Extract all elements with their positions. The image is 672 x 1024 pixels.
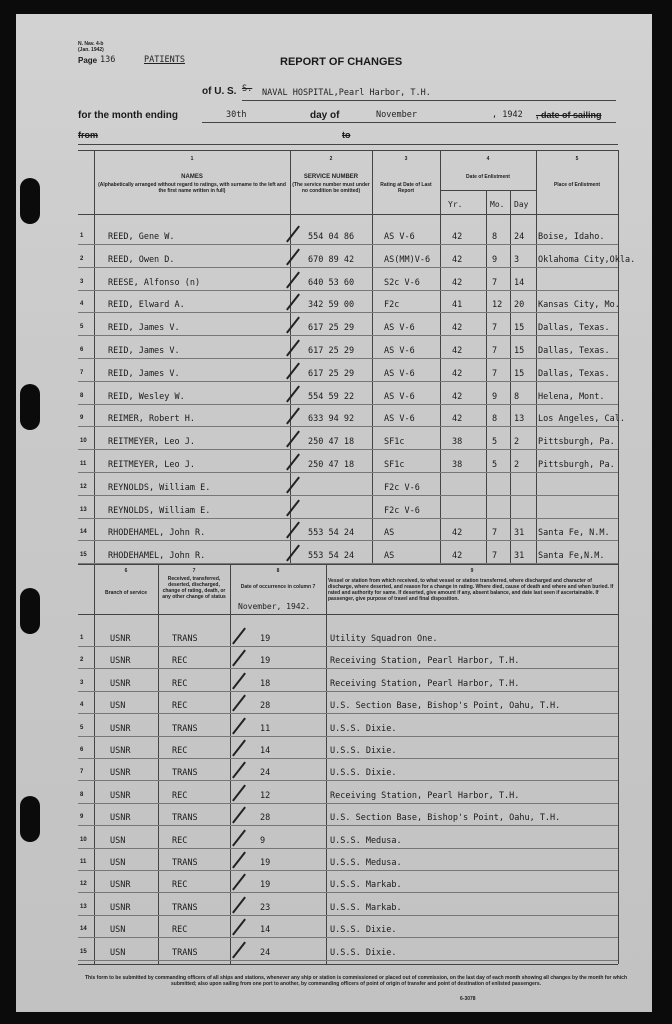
col-header-vessel-station: Vessel or station from which received, to what vessel or station transferred, where discharged and character of discharge, where deserted, and reason for a change in rating. Where died, cause of death and where and when buried. If rated and authority for same. If deserted, give amount if any, absent balance, and date last seen if ascertainable. If passenger, give purpose of travel and final disposition. [328, 578, 614, 602]
row-number: 5 [80, 324, 84, 331]
cell-service: 617 25 29 [308, 346, 355, 356]
cell-day: 2 [514, 460, 520, 470]
row-number: 8 [80, 392, 84, 399]
cell-place: Kansas City, Mo. [538, 300, 620, 311]
cell-branch: USN [110, 925, 126, 936]
cell-where: Utility Squadron One. [330, 634, 438, 644]
cell-change: REC [172, 880, 188, 891]
check-mark [232, 717, 246, 734]
cell-place: Dallas, Texas. [538, 368, 610, 379]
check-mark [232, 807, 246, 824]
cell-branch: USNR [110, 813, 131, 824]
cell-service: 342 59 00 [308, 300, 355, 311]
table-row [16, 365, 652, 383]
cell-date: 9 [260, 835, 266, 846]
row-number: 10 [80, 438, 87, 445]
cell-yr: 42 [452, 232, 463, 242]
table-row [16, 832, 652, 850]
check-mark [286, 385, 300, 402]
table-row [16, 296, 652, 314]
row-number: 14 [80, 926, 87, 933]
table-row [16, 809, 652, 827]
table-row [16, 274, 652, 292]
cell-yr: 42 [452, 323, 463, 334]
check-mark [232, 784, 246, 801]
table-row [16, 456, 652, 474]
cell-service: 617 25 29 [308, 368, 355, 379]
cell-yr: 42 [452, 528, 463, 539]
cell-mo: 9 [492, 391, 498, 402]
cell-rating: AS V-6 [384, 414, 415, 425]
col-num-6: 6 [124, 568, 128, 574]
cell-day: 15 [514, 346, 525, 356]
cell-where: U.S.S. Markab. [330, 902, 402, 913]
table-row [16, 502, 652, 520]
patients-label: PATIENTS [144, 55, 185, 65]
form-code: N. Nav. 4-b [78, 41, 104, 47]
cell-change: TRANS [172, 813, 198, 824]
col-num-1: 1 [190, 156, 194, 162]
row-number: 12 [80, 483, 87, 490]
cell-where: Receiving Station, Pearl Harbor, T.H. [330, 678, 520, 689]
row-number: 15 [80, 948, 87, 955]
table-row [16, 899, 652, 917]
row-number: 9 [80, 415, 84, 422]
row-number: 3 [80, 278, 84, 285]
page-label: Page [78, 56, 98, 65]
check-mark [232, 695, 246, 712]
cell-day: 2 [514, 437, 520, 448]
col-header-branch: Branch of service [105, 590, 147, 596]
cell-rating: S2c V-6 [384, 277, 420, 288]
col-header-names-note: (Alphabetically arranged without regard to ratings, with surname to the left and the first name written in full) [98, 182, 286, 194]
col-num-3: 3 [404, 156, 408, 162]
cell-branch: USNR [110, 768, 131, 779]
check-mark [232, 672, 246, 689]
footer-code: 6-3078 [460, 996, 476, 1002]
table-row [16, 342, 652, 360]
row-number: 4 [80, 301, 84, 308]
cell-service: 633 94 92 [308, 414, 355, 425]
col-header-names: NAMES [181, 174, 203, 180]
check-mark [286, 271, 300, 288]
check-mark [286, 248, 300, 265]
check-mark [232, 896, 246, 913]
cell-branch: USNR [110, 790, 131, 801]
cell-rating: AS V-6 [384, 368, 415, 379]
cell-where: U.S.S. Medusa. [330, 835, 402, 846]
cell-date: 11 [260, 723, 271, 734]
table-row [16, 876, 652, 894]
day-of-label: day of [310, 110, 340, 121]
row-number: 13 [80, 506, 87, 513]
cell-day: 31 [514, 528, 525, 539]
month-name: November [376, 110, 417, 120]
row-number: 3 [80, 679, 84, 686]
cell-date: 19 [260, 634, 271, 644]
col-header-service-note: (The service number must under no condition be omitted) [292, 182, 370, 194]
cell-yr: 42 [452, 551, 463, 562]
cell-branch: USN [110, 701, 126, 712]
cell-rating: AS [384, 528, 395, 539]
cell-branch: USNR [110, 880, 131, 891]
table-row [16, 764, 652, 782]
table-row [16, 921, 652, 939]
row-number: 4 [80, 702, 84, 709]
cell-mo: 5 [492, 460, 498, 470]
col-header-day: Day [514, 200, 529, 209]
cell-day: 24 [514, 232, 525, 242]
check-mark [286, 499, 300, 516]
cell-place: Pittsburgh, Pa. [538, 437, 615, 448]
from-label: from [78, 130, 98, 140]
cell-rating: F2c V-6 [384, 505, 420, 516]
table-row [16, 524, 652, 542]
table-row [16, 720, 652, 738]
check-mark [286, 362, 300, 379]
check-mark [286, 431, 300, 448]
cell-name: REITMEYER, Leo J. [108, 437, 195, 448]
cell-change: TRANS [172, 634, 198, 644]
month-label: for the month ending [78, 110, 178, 121]
cell-date: 28 [260, 701, 271, 712]
cell-where: U.S. Section Base, Bishop's Point, Oahu, T.H. [330, 813, 561, 824]
cell-day: 20 [514, 300, 525, 311]
col-num-8: 8 [276, 568, 280, 574]
cell-change: REC [172, 835, 188, 846]
cell-service: 554 59 22 [308, 391, 355, 402]
row-number: 6 [80, 747, 84, 753]
cell-name: REED, Gene W. [108, 232, 175, 242]
col-header-yr: Yr. [448, 200, 463, 209]
col8-month: November, 1942. [238, 602, 311, 611]
cell-rating: AS V-6 [384, 346, 415, 356]
cell-rating: F2c V-6 [384, 482, 420, 493]
col-num-5: 5 [575, 156, 579, 162]
cell-yr: 42 [452, 414, 463, 425]
col-header-place: Place of Enlistment [553, 182, 601, 188]
cell-day: 15 [514, 368, 525, 379]
cell-where: U.S.S. Markab. [330, 880, 402, 891]
cell-place: Dallas, Texas. [538, 323, 610, 334]
check-mark [232, 628, 246, 645]
col-num-7: 7 [192, 568, 196, 574]
cell-name: REIMER, Robert H. [108, 414, 195, 425]
row-number: 1 [80, 635, 84, 641]
row-number: 12 [80, 881, 87, 888]
cell-place: Santa Fe,N.M. [538, 551, 605, 562]
cell-branch: USNR [110, 902, 131, 913]
check-mark [286, 294, 300, 311]
check-mark [286, 545, 300, 562]
row-number: 11 [80, 461, 87, 467]
check-mark [232, 852, 246, 869]
cell-yr: 42 [452, 346, 463, 356]
cell-mo: 7 [492, 368, 498, 379]
cell-change: TRANS [172, 902, 198, 913]
cell-mo: 7 [492, 346, 498, 356]
cell-change: REC [172, 678, 188, 689]
table-row [16, 697, 652, 715]
check-mark [232, 740, 246, 757]
cell-name: REED, Owen D. [108, 254, 175, 265]
col-header-mo: Mo. [490, 200, 505, 209]
cell-change: TRANS [172, 858, 198, 868]
cell-where: U.S.S. Dixie. [330, 768, 397, 779]
cell-yr: 42 [452, 254, 463, 265]
cell-date: 24 [260, 947, 271, 958]
table-row [16, 410, 652, 428]
cell-where: U.S.S. Dixie. [330, 925, 397, 936]
cell-change: TRANS [172, 768, 198, 779]
cell-day: 8 [514, 391, 520, 402]
cell-name: RHODEHAMEL, John R. [108, 551, 206, 562]
cell-rating: AS [384, 551, 395, 562]
row-number: 8 [80, 791, 84, 798]
row-number: 15 [80, 552, 87, 559]
table-row [16, 630, 652, 648]
station-name: NAVAL HOSPITAL,Pearl Harbor, T.H. [262, 88, 431, 98]
cell-where: Receiving Station, Pearl Harbor, T.H. [330, 656, 520, 667]
cell-service: 617 25 29 [308, 323, 355, 334]
cell-change: REC [172, 746, 188, 756]
cell-date: 23 [260, 902, 271, 913]
month-day: 30th [226, 110, 247, 120]
cell-branch: USNR [110, 656, 131, 667]
cell-where: U.S.S. Dixie. [330, 723, 397, 734]
cell-yr: 38 [452, 437, 463, 448]
cell-mo: 8 [492, 414, 498, 425]
cell-service: 250 47 18 [308, 460, 355, 470]
cell-branch: USNR [110, 723, 131, 734]
check-mark [286, 454, 300, 471]
cell-day: 13 [514, 414, 525, 425]
cell-branch: USNR [110, 678, 131, 689]
cell-name: REITMEYER, Leo J. [108, 460, 195, 470]
cell-yr: 41 [452, 300, 463, 311]
cell-yr: 38 [452, 460, 463, 470]
cell-mo: 7 [492, 551, 498, 562]
cell-branch: USN [110, 835, 126, 846]
cell-rating: SF1c [384, 460, 405, 470]
cell-change: TRANS [172, 723, 198, 734]
cell-name: REESE, Alfonso (n) [108, 277, 201, 288]
table-row [16, 251, 652, 269]
cell-place: Pittsburgh, Pa. [538, 460, 615, 470]
col-num-9: 9 [470, 568, 474, 574]
cell-place: Helena, Mont. [538, 391, 605, 402]
row-number: 7 [80, 769, 84, 776]
cell-where: U.S. Section Base, Bishop's Point, Oahu, T.H. [330, 701, 561, 712]
form-date-code: (Jan. 1942) [78, 47, 104, 53]
cell-date: 12 [260, 790, 271, 801]
cell-day: 14 [514, 277, 525, 288]
cell-place: Boise, Idaho. [538, 232, 605, 242]
row-number: 6 [80, 347, 84, 353]
col-num-4: 4 [486, 156, 490, 162]
footer-note: This form to be submitted by commanding officers of all ships and stations, whenever any ship or station is commissioned or placed out of commission, on the last day of each month showing all changes by the month for which submitted; also upon sailing from one port to another, by commanding officers of point of origin of transfer and point of destination of enlisted passengers. [84, 975, 628, 987]
cell-place: Los Angeles, Cal. [538, 414, 625, 425]
row-number: 14 [80, 529, 87, 536]
cell-change: REC [172, 790, 188, 801]
table-row [16, 742, 652, 760]
table-row [16, 433, 652, 451]
table-row [16, 854, 652, 872]
col-num-2: 2 [329, 156, 333, 162]
binder-hole [20, 178, 40, 224]
cell-date: 14 [260, 746, 271, 756]
cell-name: REID, Elward A. [108, 300, 185, 311]
col-header-service-number: SERVICE NUMBER [303, 174, 359, 180]
cell-day: 3 [514, 254, 520, 265]
row-number: 5 [80, 724, 84, 731]
check-mark [232, 762, 246, 779]
report-sheet [16, 14, 652, 1012]
check-mark [232, 919, 246, 936]
cell-name: REID, James V. [108, 346, 180, 356]
cell-yr: 42 [452, 368, 463, 379]
col-header-enlistment-date: Date of Enlistment [466, 174, 510, 180]
cell-mo: 5 [492, 437, 498, 448]
cell-mo: 9 [492, 254, 498, 265]
table-row [16, 944, 652, 962]
cell-where: U.S.S. Dixie. [330, 947, 397, 958]
cell-where: Receiving Station, Pearl Harbor, T.H. [330, 790, 520, 801]
table-row [16, 479, 652, 497]
cell-change: REC [172, 701, 188, 712]
row-number: 11 [80, 859, 87, 865]
cell-rating: AS V-6 [384, 232, 415, 242]
cell-date: 19 [260, 858, 271, 868]
date-of-sailing: , date of sailing [536, 110, 602, 120]
row-number: 2 [80, 255, 84, 262]
row-number: 1 [80, 233, 84, 239]
table-row [16, 675, 652, 693]
cell-date: 18 [260, 678, 271, 689]
row-number: 9 [80, 814, 84, 821]
cell-rating: SF1c [384, 437, 405, 448]
check-mark [286, 522, 300, 539]
cell-service: 640 53 60 [308, 277, 355, 288]
cell-date: 24 [260, 768, 271, 779]
cell-where: U.S.S. Medusa. [330, 858, 402, 868]
year: , 1942 [492, 110, 523, 120]
cell-mo: 8 [492, 232, 498, 242]
cell-date: 28 [260, 813, 271, 824]
cell-rating: AS V-6 [384, 323, 415, 334]
cell-name: REID, Wesley W. [108, 391, 185, 402]
check-mark [286, 476, 300, 493]
cell-name: REYNOLDS, William E. [108, 482, 211, 493]
check-mark [232, 874, 246, 891]
table-row [16, 228, 652, 246]
row-number: 10 [80, 836, 87, 843]
col-header-change: Received, transferred, deserted, discharged, change of rating, death, or any other change of status [162, 576, 226, 600]
cell-place: Dallas, Texas. [538, 346, 610, 356]
cell-service: 553 54 24 [308, 528, 355, 539]
cell-service: 554 04 86 [308, 232, 355, 242]
cell-service: 553 54 24 [308, 551, 355, 562]
cell-branch: USN [110, 947, 126, 958]
cell-day: 15 [514, 323, 525, 334]
table-row [16, 319, 652, 337]
cell-place: Oklahoma City,Okla. [538, 254, 636, 265]
table-row [16, 787, 652, 805]
cell-change: REC [172, 925, 188, 936]
check-mark [286, 408, 300, 425]
cell-name: REID, James V. [108, 368, 180, 379]
cell-date: 19 [260, 656, 271, 667]
cell-name: REYNOLDS, William E. [108, 505, 211, 516]
row-number: 7 [80, 369, 84, 376]
check-mark [232, 829, 246, 846]
page-number: 136 [100, 55, 116, 65]
check-mark [232, 650, 246, 667]
cell-yr: 42 [452, 391, 463, 402]
of-us-label: of U. S. [202, 86, 237, 97]
cell-change: REC [172, 656, 188, 667]
cell-mo: 7 [492, 528, 498, 539]
cell-date: 19 [260, 880, 271, 891]
cell-branch: USNR [110, 746, 131, 756]
cell-rating: F2c [384, 300, 400, 311]
report-title: REPORT OF CHANGES [280, 56, 403, 68]
row-number: 2 [80, 657, 84, 664]
cell-change: TRANS [172, 947, 198, 958]
col-header-date-occurrence: Date of occurrence in column 7 [240, 584, 316, 590]
cell-mo: 7 [492, 323, 498, 334]
row-number: 13 [80, 903, 87, 910]
cell-yr: 42 [452, 277, 463, 288]
cell-branch: USN [110, 858, 126, 868]
check-mark [286, 226, 300, 243]
table-row [16, 547, 652, 565]
cell-date: 14 [260, 925, 271, 936]
cell-name: RHODEHAMEL, John R. [108, 528, 206, 539]
check-mark [232, 941, 246, 958]
cell-mo: 7 [492, 277, 498, 288]
binder-hole [20, 588, 40, 634]
cell-place: Santa Fe, N.M. [538, 528, 610, 539]
table-row [16, 652, 652, 670]
cell-branch: USNR [110, 634, 131, 644]
to-label: to [342, 130, 351, 140]
cell-service: 670 89 42 [308, 254, 355, 265]
cell-rating: AS V-6 [384, 391, 415, 402]
cell-name: REID, James V. [108, 323, 180, 334]
cell-rating: AS(MM)V-6 [384, 254, 431, 265]
cell-where: U.S.S. Dixie. [330, 746, 397, 756]
cell-service: 250 47 18 [308, 437, 355, 448]
col-header-rating: Rating at Date of Last Report [380, 182, 432, 194]
cell-day: 31 [514, 551, 525, 562]
table-row [16, 388, 652, 406]
cell-mo: 12 [492, 300, 503, 311]
check-mark [286, 340, 300, 357]
struck-text: S. [242, 84, 253, 94]
check-mark [286, 317, 300, 334]
